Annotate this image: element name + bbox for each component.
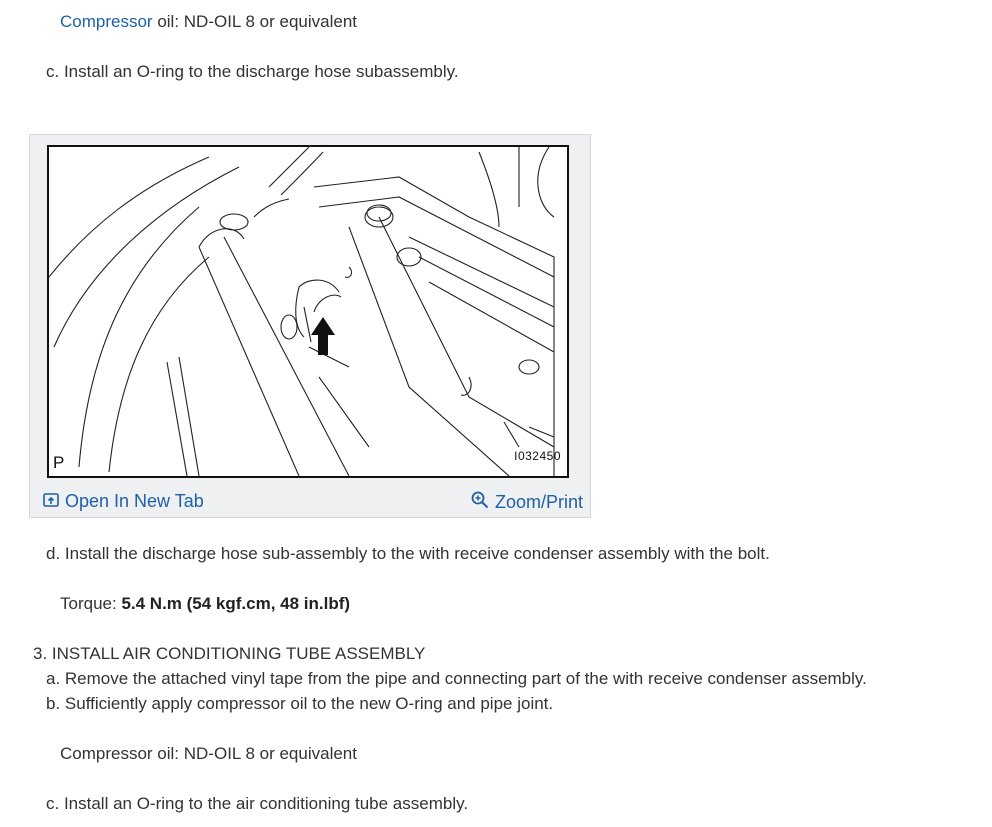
compressor-link[interactable]: Compressor — [60, 12, 153, 31]
figure-corner-label: P — [53, 453, 65, 472]
step-3a-remove-tape: a. Remove the attached vinyl tape from the pipe and connecting part of the with receive condenser assembly. — [46, 669, 867, 688]
figure-card — [29, 134, 591, 518]
compressor-oil-line-1 — [60, 12, 357, 32]
compressor-oil-spec: oil: ND-OIL 8 or equivalent — [152, 12, 358, 31]
engine-bay-drawing — [49, 147, 567, 476]
step-3c-install-oring: c. Install an O-ring to the air conditioning tube assembly. — [46, 794, 469, 813]
section-3-heading: 3. INSTALL AIR CONDITIONING TUBE ASSEMBLY — [33, 644, 426, 663]
step-c-discharge-oring: c. Install an O-ring to the discharge hose subassembly. — [46, 62, 459, 81]
figure-illustration — [47, 145, 569, 478]
zoom-print-label: Zoom/Print — [494, 492, 583, 512]
zoom-in-icon — [471, 491, 489, 514]
figure-image-code: I032450 — [514, 449, 561, 463]
compressor-oil-line-2: Compressor oil: ND-OIL 8 or equivalent — [60, 744, 357, 763]
step-3b-apply-oil: b. Sufficiently apply compressor oil to the new O-ring and pipe joint. — [46, 694, 554, 713]
open-in-new-tab-label: Open In New Tab — [65, 491, 204, 511]
torque-label: Torque: — [60, 594, 122, 613]
torque-spec — [60, 594, 350, 614]
step-d-install-hose: d. Install the discharge hose sub-assembly to the with receive condenser assembly with the bolt. — [46, 544, 770, 563]
zoom-print-button[interactable] — [471, 491, 583, 514]
open-in-new-tab-button[interactable] — [43, 491, 204, 512]
torque-value: 5.4 N.m (54 kgf.cm, 48 in.lbf) — [121, 594, 351, 613]
open-in-new-tab-icon — [43, 491, 59, 512]
